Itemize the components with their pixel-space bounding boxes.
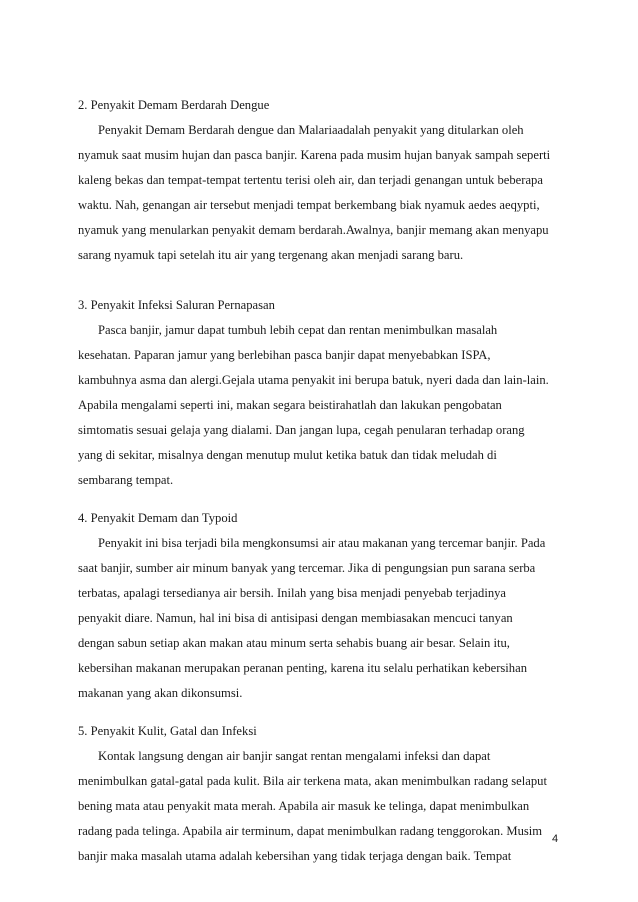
paragraph-line: bening mata atau penyakit mata merah. Apabila air masuk ke telinga, dapat menimbulkan bbox=[78, 799, 530, 813]
paragraph-line: nyamuk yang menularkan penyakit demam berdarah.Awalnya, banjir memang akan menyapu bbox=[78, 223, 549, 237]
paragraph-line: penyakit diare. Namun, hal ini bisa di antisipasi dengan membiasakan mencuci tanyan bbox=[78, 611, 513, 625]
paragraph-line: banjir maka masalah utama adalah kebersihan yang tidak terjaga dengan baik. Tempat bbox=[78, 849, 512, 863]
paragraph-line: Pasca banjir, jamur dapat tumbuh lebih cepat dan rentan menimbulkan masalah bbox=[98, 323, 498, 337]
section-heading: 5. Penyakit Kulit, Gatal dan Infeksi bbox=[78, 724, 257, 738]
paragraph-line: radang pada telinga. Apabila air terminum, dapat menimbulkan radang tenggorokan. Musim bbox=[78, 824, 543, 838]
section-heading: 3. Penyakit Infeksi Saluran Pernapasan bbox=[78, 298, 275, 312]
paragraph-line: sembarang tempat. bbox=[78, 473, 174, 487]
paragraph-line: kesehatan. Paparan jamur yang berlebihan pasca banjir dapat menyebabkan ISPA, bbox=[78, 348, 491, 362]
paragraph-line: simtomatis sesuai gelaja yang dialami. Dan jangan lupa, cegah penularan terhadap orang bbox=[78, 423, 525, 437]
paragraph-line: yang di sekitar, misalnya dengan menutup mulut ketika batuk dan tidak meludah di bbox=[78, 448, 497, 462]
section-heading: 2. Penyakit Demam Berdarah Dengue bbox=[78, 98, 270, 112]
paragraph-line: saat banjir, sumber air minum banyak yang tercemar. Jika di pengungsian pun sarana serba bbox=[78, 561, 536, 575]
paragraph-line: kebersihan makanan merupakan peranan penting, karena itu selalu perhatikan kebersihan bbox=[78, 661, 527, 675]
paragraph-line: sarang nyamuk tapi setelah itu air yang tergenang akan menjadi sarang baru. bbox=[78, 248, 464, 262]
paragraph-line: Penyakit Demam Berdarah dengue dan Malariaadalah penyakit yang ditularkan oleh bbox=[98, 123, 524, 137]
paragraph-line: makanan yang akan dikonsumsi. bbox=[78, 686, 243, 700]
paragraph-line: terbatas, apalagi tersedianya air bersih. Inilah yang bisa menjadi penyebab terjadinya bbox=[78, 586, 507, 600]
paragraph-line: kaleng bekas dan tempat-tempat tertentu terisi oleh air, dan terjadi genangan untuk beberapa bbox=[78, 173, 543, 187]
paragraph-line: waktu. Nah, genangan air tersebut menjadi tempat berkembang biak nyamuk aedes aeqypti, bbox=[78, 198, 540, 212]
paragraph-line: menimbulkan gatal-gatal pada kulit. Bila air terkena mata, akan menimbulkan radang selaput bbox=[78, 774, 547, 788]
paragraph-line: Penyakit ini bisa terjadi bila mengkonsumsi air atau makanan yang tercemar banjir. Pada bbox=[98, 536, 546, 550]
paragraph-line: dengan sabun setiap akan makan atau minum serta sehabis buang air besar. Selain itu, bbox=[78, 636, 510, 650]
page-number: 4 bbox=[552, 833, 559, 845]
paragraph-line: Apabila mengalami seperti ini, makan segara beistirahatlah dan lakukan pengobatan bbox=[78, 398, 502, 412]
paragraph-line: Kontak langsung dengan air banjir sangat rentan mengalami infeksi dan dapat bbox=[98, 749, 491, 763]
paragraph-line: nyamuk saat musim hujan dan pasca banjir. Karena pada musim hujan banyak sampah seperti bbox=[78, 148, 551, 162]
section-heading: 4. Penyakit Demam dan Typoid bbox=[78, 511, 238, 525]
paragraph-line: kambuhnya asma dan alergi.Gejala utama penyakit ini berupa batuk, nyeri dada dan lain-lain. bbox=[78, 373, 549, 387]
